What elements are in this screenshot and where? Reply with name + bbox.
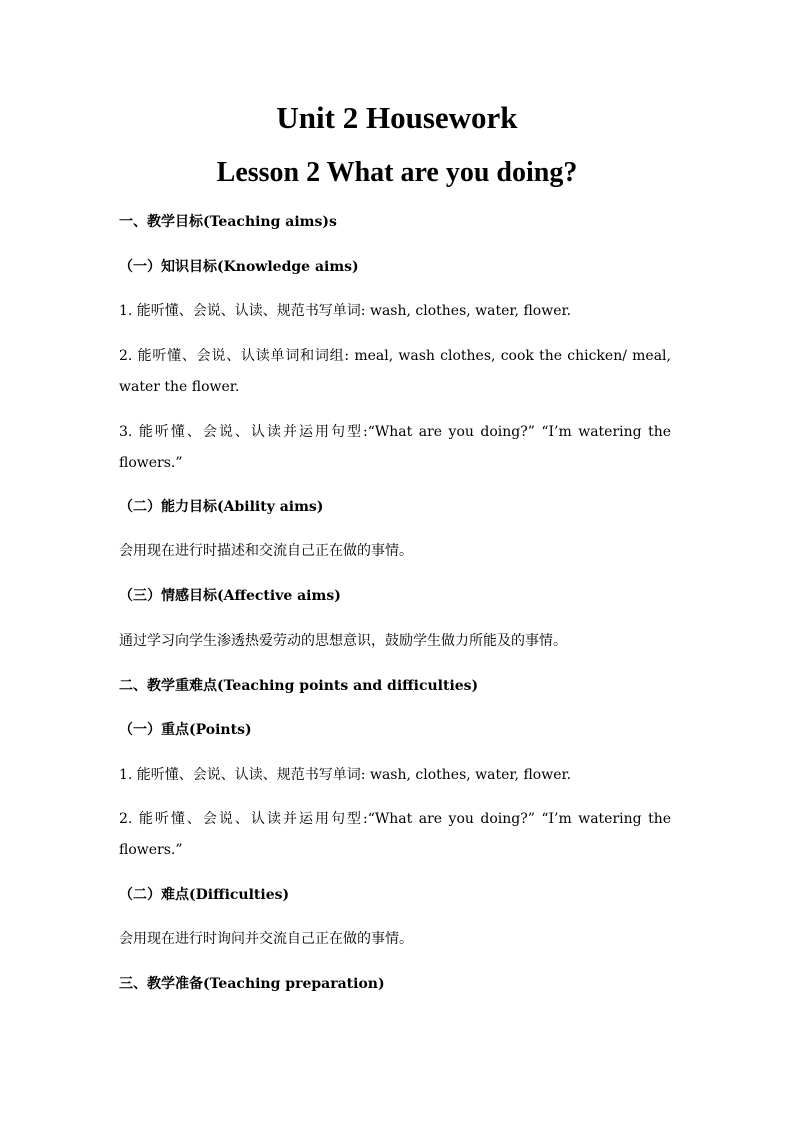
knowledge-item-2-line-1: 2. 能听懂、会说、认读单词和词组: meal, wash clothes, cook the chicken/ meal, — [119, 348, 671, 364]
points-item-1: 1. 能听懂、会说、认读、规范书写单词: wash, clothes, water, flower. — [119, 767, 572, 783]
subheading-ability-aims: （二）能力目标(Ability aims) — [119, 499, 324, 515]
subheading-knowledge-aims: （一）知识目标(Knowledge aims) — [119, 259, 359, 275]
section-heading-teaching-preparation: 三、教学准备(Teaching preparation) — [119, 976, 385, 992]
document-title: Unit 2 Housework — [276, 100, 518, 135]
knowledge-item-3-line-1: 3. 能听懂、会说、认读并运用句型:“What are you doing?” “I’m watering the — [119, 424, 671, 440]
difficulties-text: 会用现在进行时询问并交流自己正在做的事情。 — [119, 931, 413, 947]
subheading-affective-aims: （三）情感目标(Affective aims) — [119, 588, 341, 604]
lesson-title: Lesson 2 What are you doing? — [216, 157, 578, 188]
points-item-2-line-1: 2. 能听懂、会说、认读并运用句型:“What are you doing?” “I’m watering the — [119, 811, 671, 827]
knowledge-item-2-line-2: water the flower. — [119, 379, 240, 395]
subheading-difficulties: （二）难点(Difficulties) — [119, 887, 290, 903]
section-heading-points-difficulties: 二、教学重难点(Teaching points and difficulties) — [119, 678, 479, 694]
ability-aims-text: 会用现在进行时描述和交流自己正在做的事情。 — [119, 543, 413, 559]
points-item-2-line-2: flowers.” — [119, 842, 183, 858]
affective-aims-text: 通过学习向学生渗透热爱劳动的思想意识，鼓励学生做力所能及的事情。 — [119, 633, 567, 649]
knowledge-item-1: 1. 能听懂、会说、认读、规范书写单词: wash, clothes, water, flower. — [119, 303, 572, 319]
section-heading-teaching-aims: 一、教学目标(Teaching aims)s — [119, 214, 337, 230]
knowledge-item-3-line-2: flowers.” — [119, 455, 183, 471]
subheading-points: （一）重点(Points) — [119, 722, 252, 738]
